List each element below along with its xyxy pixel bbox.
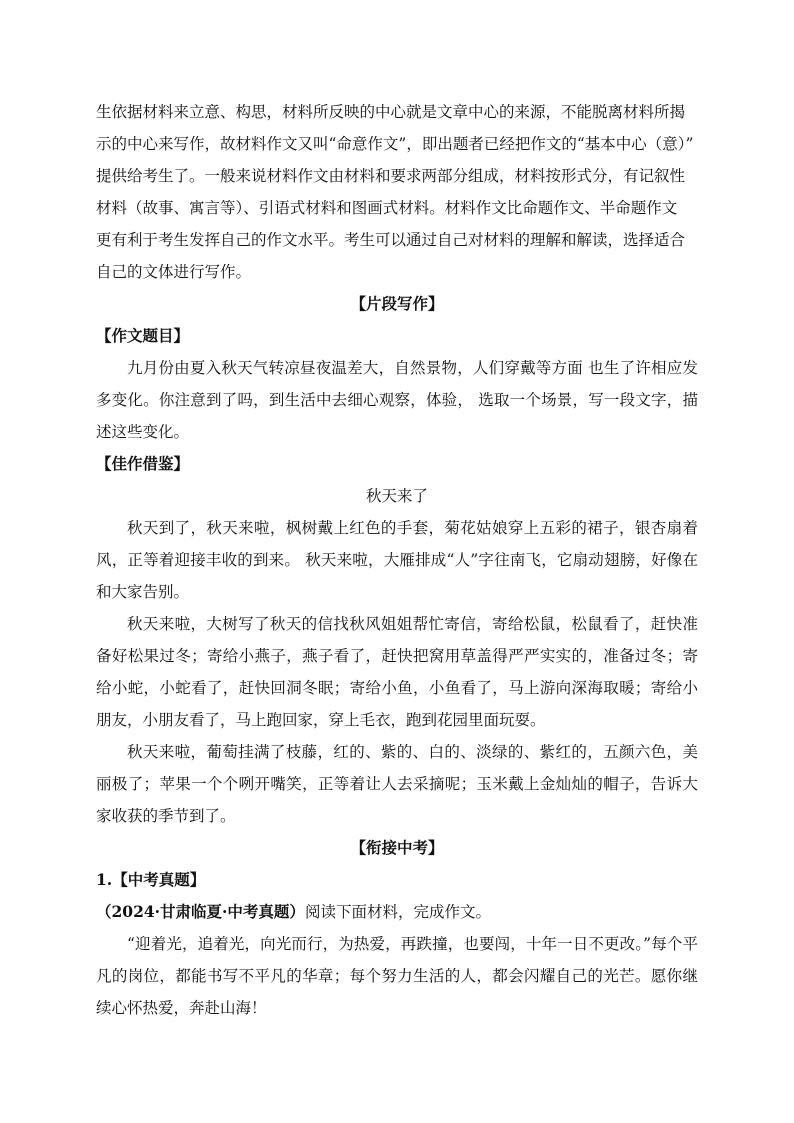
question-instruction-line [96, 896, 698, 928]
essay-paragraph-3: 秋天来啦，葡萄挂满了枝藤，红的、紫的、白的、淡绿的、紫红的，五颜六色，美丽极了；苹果一个个咧开嘴笑，正等着让人去采摘呢；玉米戴上金灿灿的帽子，告诉大家收获的季节到了。 [96, 743, 698, 825]
section-title-exam-link: 【衔接中考】 [350, 838, 444, 857]
question-material: “迎着光，追着光，向光而行，为热爱，再跌撞，也要闯，十年一日不更改。”每个平凡的岗位，都能书写不平凡的华章；每个努力生活的人，都会闪耀自己的光芒。愿你继续心怀热爱，奔赴山海！ [96, 935, 698, 1017]
intro-line: 示的中心来写作，故材料作文又叫“命意作文”，即出题者已经把作文的“基本中心（意）” [96, 135, 694, 153]
topic-label: 【作文题目】 [96, 326, 190, 345]
intro-line: 自己的文体进行写作。 [96, 263, 252, 281]
intro-line: 提供给考生了。一般来说材料作文由材料和要求两部分组成，材料按形式分，有记叙性 [96, 167, 686, 185]
question-instruction: 阅读下面材料，完成作文。 [304, 903, 491, 921]
essay-title: 秋天来了 [365, 487, 428, 505]
question-number: 1. [96, 870, 113, 889]
question-source: （2024·甘肃临夏·中考真题） [96, 902, 305, 921]
essay-paragraph-1: 秋天到了，秋天来啦，枫树戴上红色的手套，菊花姑娘穿上五彩的裙子，银杏扇着风，正等着迎接丰收的到来。 秋天来啦，大雁排成“人”字往南飞，它扇动翅膀，好像在和大家告别。 [96, 519, 698, 601]
question-heading [96, 864, 698, 896]
example-label: 【佳作借鉴】 [96, 454, 190, 473]
question-label: 【中考真题】 [112, 870, 206, 889]
intro-paragraph [96, 96, 698, 288]
intro-line: 更有利于考生发挥自己的作文水平。考生可以通过自己对材料的理解和解读，选择适合 [96, 231, 686, 249]
intro-line: 材料（故事、寓言等）、引语式材料和图画式材料。材料作文比命题作文、半命题作文 [96, 199, 678, 217]
topic-text: 九月份由夏入秋天气转凉昼夜温差大，自然景物，人们穿戴等方面 也生了许相应发多变化。你注意到了吗，到生活中去细心观察，体验， 选取一个场景，写一段文字，描述这些变化。 [96, 359, 698, 441]
section-title-fragment-writing: 【片段写作】 [350, 294, 444, 313]
essay-paragraph-2: 秋天来啦，大树写了秋天的信找秋风姐姐帮忙寄信，寄给松鼠，松鼠看了，赶快准备好松果过冬；寄给小燕子，燕子看了，赶快把窝用草盖得严严实实的，准备过冬；寄给小蛇，小蛇看了，赶快回洞冬眠；寄给小鱼，小鱼看了，马上游向深海取暖；寄给小朋友，小朋友看了，马上跑回家，穿上毛衣，跑到花园里面玩耍。 [96, 615, 698, 729]
intro-line: 生依据材料来立意、构思，材料所反映的中心就是文章中心的来源，不能脱离材料所揭 [96, 103, 686, 121]
document-page [96, 96, 698, 1024]
